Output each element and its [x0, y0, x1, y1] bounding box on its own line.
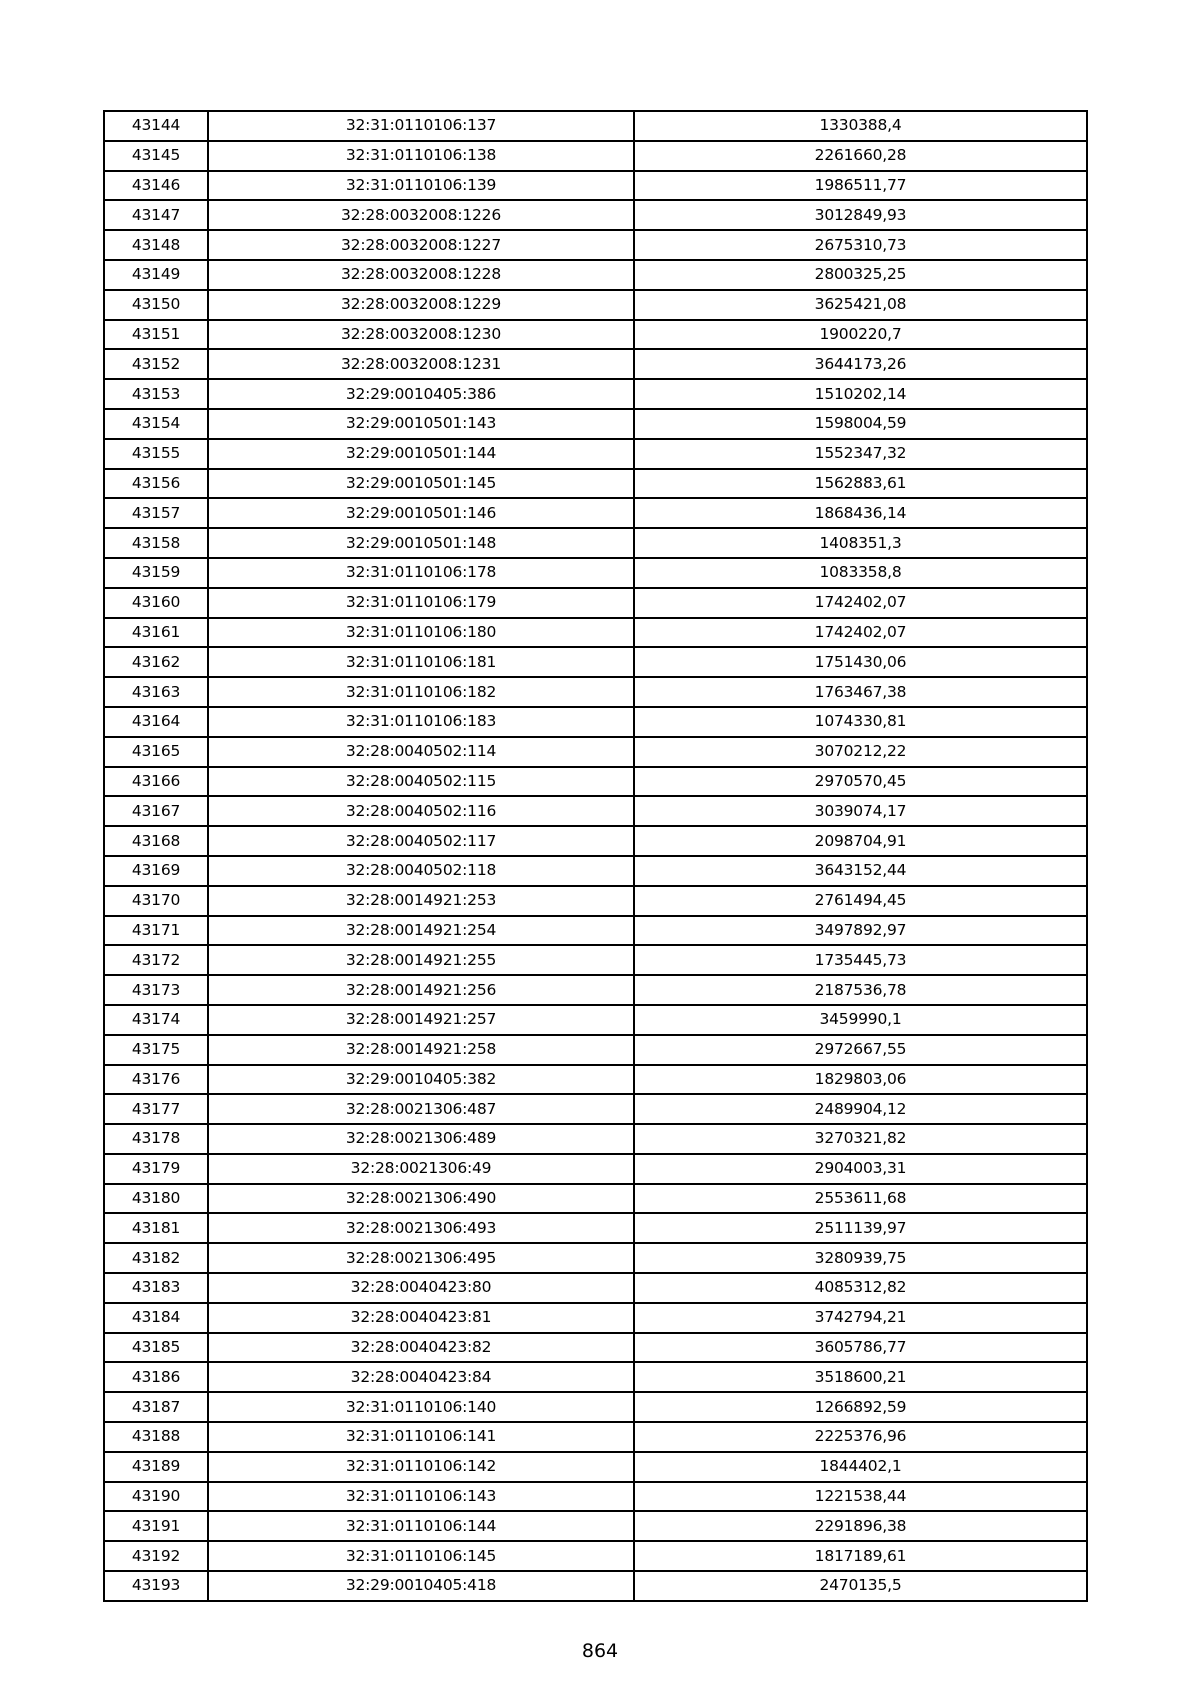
row-number-cell: 43149 [104, 260, 208, 290]
cadastral-number-cell: 32:28:0040423:82 [208, 1333, 634, 1363]
cadastral-number-cell: 32:28:0040423:84 [208, 1362, 634, 1392]
row-number-cell: 43157 [104, 498, 208, 528]
row-number-cell: 43145 [104, 141, 208, 171]
cadastral-value-cell: 2511139,97 [634, 1213, 1087, 1243]
row-number-cell: 43175 [104, 1035, 208, 1065]
cadastral-number-cell: 32:31:0110106:182 [208, 677, 634, 707]
table-row [104, 141, 1087, 171]
cadastral-value-cell: 2970570,45 [634, 767, 1087, 797]
cadastral-value-cell: 2675310,73 [634, 230, 1087, 260]
row-number-cell: 43168 [104, 826, 208, 856]
row-number-cell: 43170 [104, 886, 208, 916]
table-row [104, 1452, 1087, 1482]
row-number-cell: 43164 [104, 707, 208, 737]
cadastral-value-cell: 3497892,97 [634, 916, 1087, 946]
table-row [104, 200, 1087, 230]
row-number-cell: 43165 [104, 737, 208, 767]
table-row [104, 1571, 1087, 1601]
table-row [104, 677, 1087, 707]
row-number-cell: 43184 [104, 1303, 208, 1333]
table-row [104, 945, 1087, 975]
cadastral-value-cell: 1742402,07 [634, 588, 1087, 618]
cadastral-value-cell: 2489904,12 [634, 1094, 1087, 1124]
cadastral-number-cell: 32:31:0110106:138 [208, 141, 634, 171]
table-row [104, 975, 1087, 1005]
table-row [104, 1094, 1087, 1124]
row-number-cell: 43148 [104, 230, 208, 260]
cadastral-value-cell: 1221538,44 [634, 1482, 1087, 1512]
cadastral-value-cell: 1562883,61 [634, 469, 1087, 499]
cadastral-value-cell: 1408351,3 [634, 528, 1087, 558]
cadastral-value-cell: 1817189,61 [634, 1541, 1087, 1571]
table-row [104, 379, 1087, 409]
cadastral-number-cell: 32:28:0032008:1230 [208, 320, 634, 350]
table-row [104, 647, 1087, 677]
cadastral-number-cell: 32:31:0110106:183 [208, 707, 634, 737]
row-number-cell: 43153 [104, 379, 208, 409]
cadastral-value-cell: 2904003,31 [634, 1154, 1087, 1184]
cadastral-number-cell: 32:28:0021306:489 [208, 1124, 634, 1154]
row-number-cell: 43166 [104, 767, 208, 797]
cadastral-number-cell: 32:28:0032008:1228 [208, 260, 634, 290]
cadastral-number-cell: 32:28:0021306:487 [208, 1094, 634, 1124]
cadastral-value-cell: 1742402,07 [634, 618, 1087, 648]
cadastral-value-cell: 1986511,77 [634, 171, 1087, 201]
cadastral-number-cell: 32:28:0040502:116 [208, 796, 634, 826]
cadastral-number-cell: 32:28:0021306:490 [208, 1184, 634, 1214]
row-number-cell: 43173 [104, 975, 208, 1005]
cadastral-value-cell: 1552347,32 [634, 439, 1087, 469]
cadastral-value-cell: 3459990,1 [634, 1005, 1087, 1035]
cadastral-number-cell: 32:31:0110106:140 [208, 1392, 634, 1422]
cadastral-value-cell: 4085312,82 [634, 1273, 1087, 1303]
table-row [104, 767, 1087, 797]
row-number-cell: 43177 [104, 1094, 208, 1124]
row-number-cell: 43147 [104, 200, 208, 230]
table-row [104, 1333, 1087, 1363]
cadastral-value-cell: 3742794,21 [634, 1303, 1087, 1333]
table-row [104, 498, 1087, 528]
cadastral-number-cell: 32:31:0110106:180 [208, 618, 634, 648]
table-row [104, 916, 1087, 946]
row-number-cell: 43156 [104, 469, 208, 499]
row-number-cell: 43186 [104, 1362, 208, 1392]
cadastral-number-cell: 32:31:0110106:145 [208, 1541, 634, 1571]
row-number-cell: 43172 [104, 945, 208, 975]
table-row [104, 111, 1087, 141]
cadastral-value-cell: 3518600,21 [634, 1362, 1087, 1392]
row-number-cell: 43154 [104, 409, 208, 439]
cadastral-value-cell: 1844402,1 [634, 1452, 1087, 1482]
cadastral-value-cell: 1510202,14 [634, 379, 1087, 409]
cadastral-value-cell: 1083358,8 [634, 558, 1087, 588]
cadastral-number-cell: 32:31:0110106:137 [208, 111, 634, 141]
row-number-cell: 43178 [104, 1124, 208, 1154]
row-number-cell: 43191 [104, 1511, 208, 1541]
cadastral-number-cell: 32:28:0040423:81 [208, 1303, 634, 1333]
table-row [104, 1511, 1087, 1541]
cadastral-value-cell: 2972667,55 [634, 1035, 1087, 1065]
cadastral-number-cell: 32:28:0014921:255 [208, 945, 634, 975]
table-row [104, 290, 1087, 320]
table-row [104, 558, 1087, 588]
table-row [104, 737, 1087, 767]
table-row [104, 1303, 1087, 1333]
table-row [104, 1035, 1087, 1065]
table-row [104, 826, 1087, 856]
cadastral-value-cell: 3644173,26 [634, 349, 1087, 379]
cadastral-number-cell: 32:28:0040423:80 [208, 1273, 634, 1303]
cadastral-number-cell: 32:31:0110106:141 [208, 1422, 634, 1452]
cadastral-value-cell: 3643152,44 [634, 856, 1087, 886]
table-row [104, 1005, 1087, 1035]
cadastral-value-cell: 3270321,82 [634, 1124, 1087, 1154]
table-row [104, 1362, 1087, 1392]
row-number-cell: 43160 [104, 588, 208, 618]
cadastral-number-cell: 32:28:0014921:258 [208, 1035, 634, 1065]
cadastral-number-cell: 32:28:0021306:493 [208, 1213, 634, 1243]
row-number-cell: 43146 [104, 171, 208, 201]
cadastral-value-cell: 2261660,28 [634, 141, 1087, 171]
row-number-cell: 43150 [104, 290, 208, 320]
row-number-cell: 43193 [104, 1571, 208, 1601]
row-number-cell: 43183 [104, 1273, 208, 1303]
cadastral-value-cell: 3280939,75 [634, 1243, 1087, 1273]
table-row [104, 439, 1087, 469]
cadastral-value-cell: 3605786,77 [634, 1333, 1087, 1363]
cadastral-number-cell: 32:31:0110106:178 [208, 558, 634, 588]
row-number-cell: 43152 [104, 349, 208, 379]
cadastral-value-cell: 1074330,81 [634, 707, 1087, 737]
cadastral-value-cell: 1598004,59 [634, 409, 1087, 439]
cadastral-value-cell: 1330388,4 [634, 111, 1087, 141]
table-row [104, 528, 1087, 558]
cadastral-number-cell: 32:28:0032008:1226 [208, 200, 634, 230]
cadastral-value-cell: 3070212,22 [634, 737, 1087, 767]
table-row [104, 588, 1087, 618]
cadastral-value-cell: 2187536,78 [634, 975, 1087, 1005]
cadastral-value-cell: 1751430,06 [634, 647, 1087, 677]
table-row [104, 260, 1087, 290]
row-number-cell: 43179 [104, 1154, 208, 1184]
table-row [104, 1154, 1087, 1184]
cadastral-number-cell: 32:29:0010501:145 [208, 469, 634, 499]
cadastral-number-cell: 32:28:0014921:254 [208, 916, 634, 946]
cadastral-number-cell: 32:28:0032008:1227 [208, 230, 634, 260]
cadastral-number-cell: 32:29:0010501:143 [208, 409, 634, 439]
cadastral-number-cell: 32:31:0110106:143 [208, 1482, 634, 1512]
cadastral-number-cell: 32:31:0110106:144 [208, 1511, 634, 1541]
cadastral-number-cell: 32:28:0040502:118 [208, 856, 634, 886]
cadastral-number-cell: 32:31:0110106:139 [208, 171, 634, 201]
cadastral-value-cell: 3039074,17 [634, 796, 1087, 826]
cadastral-number-cell: 32:28:0014921:257 [208, 1005, 634, 1035]
cadastral-value-cell: 2098704,91 [634, 826, 1087, 856]
cadastral-value-cell: 3012849,93 [634, 200, 1087, 230]
row-number-cell: 43158 [104, 528, 208, 558]
table-row [104, 1422, 1087, 1452]
cadastral-value-cell: 2553611,68 [634, 1184, 1087, 1214]
row-number-cell: 43176 [104, 1065, 208, 1095]
table-row [104, 1184, 1087, 1214]
row-number-cell: 43185 [104, 1333, 208, 1363]
row-number-cell: 43159 [104, 558, 208, 588]
cadastral-value-cell: 1868436,14 [634, 498, 1087, 528]
row-number-cell: 43181 [104, 1213, 208, 1243]
cadastral-number-cell: 32:28:0021306:495 [208, 1243, 634, 1273]
cadastral-number-cell: 32:29:0010501:148 [208, 528, 634, 558]
table-row [104, 1392, 1087, 1422]
cadastral-number-cell: 32:28:0014921:253 [208, 886, 634, 916]
table-row [104, 707, 1087, 737]
table-row [104, 796, 1087, 826]
table-row [104, 1065, 1087, 1095]
table-row [104, 1243, 1087, 1273]
cadastral-number-cell: 32:31:0110106:142 [208, 1452, 634, 1482]
cadastral-value-cell: 1829803,06 [634, 1065, 1087, 1095]
cadastral-number-cell: 32:31:0110106:179 [208, 588, 634, 618]
row-number-cell: 43171 [104, 916, 208, 946]
table-row [104, 230, 1087, 260]
row-number-cell: 43190 [104, 1482, 208, 1512]
table-row [104, 469, 1087, 499]
row-number-cell: 43169 [104, 856, 208, 886]
row-number-cell: 43161 [104, 618, 208, 648]
cadastral-value-cell: 2800325,25 [634, 260, 1087, 290]
cadastral-number-cell: 32:29:0010501:146 [208, 498, 634, 528]
table-row [104, 1541, 1087, 1571]
row-number-cell: 43189 [104, 1452, 208, 1482]
row-number-cell: 43151 [104, 320, 208, 350]
cadastral-number-cell: 32:28:0032008:1229 [208, 290, 634, 320]
table-row [104, 320, 1087, 350]
table-row [104, 171, 1087, 201]
cadastral-value-cell: 1735445,73 [634, 945, 1087, 975]
cadastral-number-cell: 32:28:0040502:115 [208, 767, 634, 797]
cadastral-number-cell: 32:28:0040502:114 [208, 737, 634, 767]
row-number-cell: 43163 [104, 677, 208, 707]
row-number-cell: 43180 [104, 1184, 208, 1214]
table-row [104, 856, 1087, 886]
cadastral-number-cell: 32:28:0021306:49 [208, 1154, 634, 1184]
cadastral-value-cell: 3625421,08 [634, 290, 1087, 320]
cadastral-number-cell: 32:29:0010405:418 [208, 1571, 634, 1601]
cadastral-value-cell: 2761494,45 [634, 886, 1087, 916]
page-number: 864 [581, 1640, 619, 1662]
cadastral-value-table [103, 110, 1088, 1602]
row-number-cell: 43192 [104, 1541, 208, 1571]
table-row [104, 618, 1087, 648]
table-row [104, 409, 1087, 439]
cadastral-number-cell: 32:29:0010501:144 [208, 439, 634, 469]
row-number-cell: 43162 [104, 647, 208, 677]
cadastral-value-cell: 2470135,5 [634, 1571, 1087, 1601]
row-number-cell: 43187 [104, 1392, 208, 1422]
row-number-cell: 43167 [104, 796, 208, 826]
row-number-cell: 43182 [104, 1243, 208, 1273]
table-row [104, 349, 1087, 379]
row-number-cell: 43155 [104, 439, 208, 469]
table-row [104, 1124, 1087, 1154]
table-row [104, 1213, 1087, 1243]
cadastral-number-cell: 32:31:0110106:181 [208, 647, 634, 677]
table-body [104, 111, 1087, 1601]
table-row [104, 1273, 1087, 1303]
cadastral-number-cell: 32:29:0010405:386 [208, 379, 634, 409]
row-number-cell: 43144 [104, 111, 208, 141]
table-row [104, 886, 1087, 916]
cadastral-number-cell: 32:29:0010405:382 [208, 1065, 634, 1095]
cadastral-value-cell: 1266892,59 [634, 1392, 1087, 1422]
table-row [104, 1482, 1087, 1512]
cadastral-value-cell: 2291896,38 [634, 1511, 1087, 1541]
cadastral-number-cell: 32:28:0040502:117 [208, 826, 634, 856]
row-number-cell: 43188 [104, 1422, 208, 1452]
cadastral-value-cell: 2225376,96 [634, 1422, 1087, 1452]
cadastral-number-cell: 32:28:0032008:1231 [208, 349, 634, 379]
cadastral-value-cell: 1763467,38 [634, 677, 1087, 707]
cadastral-value-cell: 1900220,7 [634, 320, 1087, 350]
cadastral-number-cell: 32:28:0014921:256 [208, 975, 634, 1005]
row-number-cell: 43174 [104, 1005, 208, 1035]
